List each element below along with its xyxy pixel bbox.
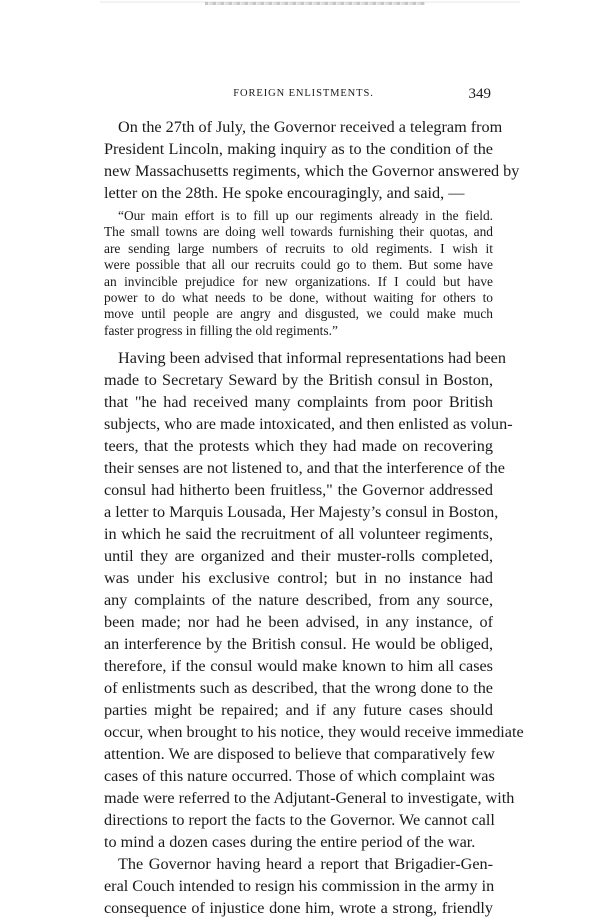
text-line: was under his exclusive control; but in no instance had	[104, 569, 493, 588]
quote-line: were possible that all our recruits could go to them. But some have	[104, 257, 493, 273]
text-line: their senses are not listened to, and that the interference of the	[104, 459, 505, 478]
text-line: of enlistments such as described, that the wrong done to the	[104, 679, 493, 698]
text-line: cases of this nature occurred. Those of which complaint was	[104, 767, 495, 786]
running-head	[104, 87, 493, 103]
scan-artifact	[205, 2, 425, 5]
text-line: attention. We are disposed to believe that comparatively few	[104, 745, 495, 764]
text-line: directions to report the facts to the Governor. We cannot call	[104, 811, 495, 830]
quote-line: an invincible prejudice for new organizations. If I could but have	[104, 273, 493, 289]
text-line: any complaints of the nature described, from any source,	[104, 591, 493, 610]
block-quote	[104, 208, 493, 339]
text-line: On the 27th of July, the Governor received a telegram from	[118, 118, 503, 136]
text-line: parties might be repaired; and if any future cases should	[104, 701, 493, 720]
text-line: consequence of injustice done him, wrote a strong, friendly	[104, 899, 493, 918]
text-line: subjects, who are made intoxicated, and then enlisted as volun-	[104, 415, 513, 434]
text-line: been made; nor had he been advised, in any instance, of	[104, 613, 493, 632]
quote-line: “Our main effort is to fill up our regiments already in the field.	[118, 208, 493, 223]
text-line: to mind a dozen cases during the entire period of the war.	[104, 833, 476, 852]
text-line: consul had hitherto been fruitless," the Governor addressed	[104, 481, 493, 500]
text-line: The Governor having heard a report that Brigadier-Gen-	[118, 855, 493, 874]
text-line: therefore, if the consul would make known to him all cases	[104, 657, 493, 676]
quote-line: move until people are angry and disgusted, we could make much	[104, 306, 493, 322]
text-line: made to Secretary Seward by the British consul in Boston,	[104, 371, 493, 390]
quote-line: power to do what needs to be done, without waiting for others to	[104, 289, 493, 305]
text-line: a letter to Marquis Lousada, Her Majesty’s consul in Boston,	[104, 503, 499, 522]
page-body	[104, 116, 524, 919]
running-title: FOREIGN ENLISTMENTS.	[233, 88, 374, 99]
paragraph-couch	[104, 853, 493, 919]
text-line: an interference by the British consul. He would be obliged,	[104, 635, 493, 654]
quote-line: The small towns are doing well towards furnishing their quotas, and	[104, 224, 493, 240]
quote-line: faster progress in filling the old regiments.”	[104, 322, 338, 338]
page-number: 349	[468, 86, 491, 102]
text-line: Having been advised that informal representations had been	[118, 349, 506, 368]
text-line: eral Couch intended to resign his commission in the army in	[104, 877, 495, 896]
text-line: until they are organized and their muster-rolls completed,	[104, 547, 493, 566]
text-line: occur, when brought to his notice, they would receive immediate	[104, 723, 524, 742]
paragraph-telegram	[104, 116, 520, 204]
text-line: in which he said the recruitment of all volunteer regiments,	[104, 525, 493, 544]
text-line: letter on the 28th. He spoke encouragingly, and said, —	[104, 184, 465, 202]
text-line: new Massachusetts regiments, which the Governor answered by	[104, 162, 520, 180]
text-line: that "he had received many complaints from poor British	[104, 393, 493, 412]
text-line: made were referred to the Adjutant-General to investigate, with	[104, 789, 515, 808]
text-line: President Lincoln, making inquiry as to the condition of the	[104, 140, 493, 158]
text-line: teers, that the protests which they had made on recovering	[104, 437, 493, 456]
quote-line: are sending large numbers of recruits to old regiments. I wish it	[104, 240, 493, 256]
paragraph-british-consul	[104, 347, 524, 853]
